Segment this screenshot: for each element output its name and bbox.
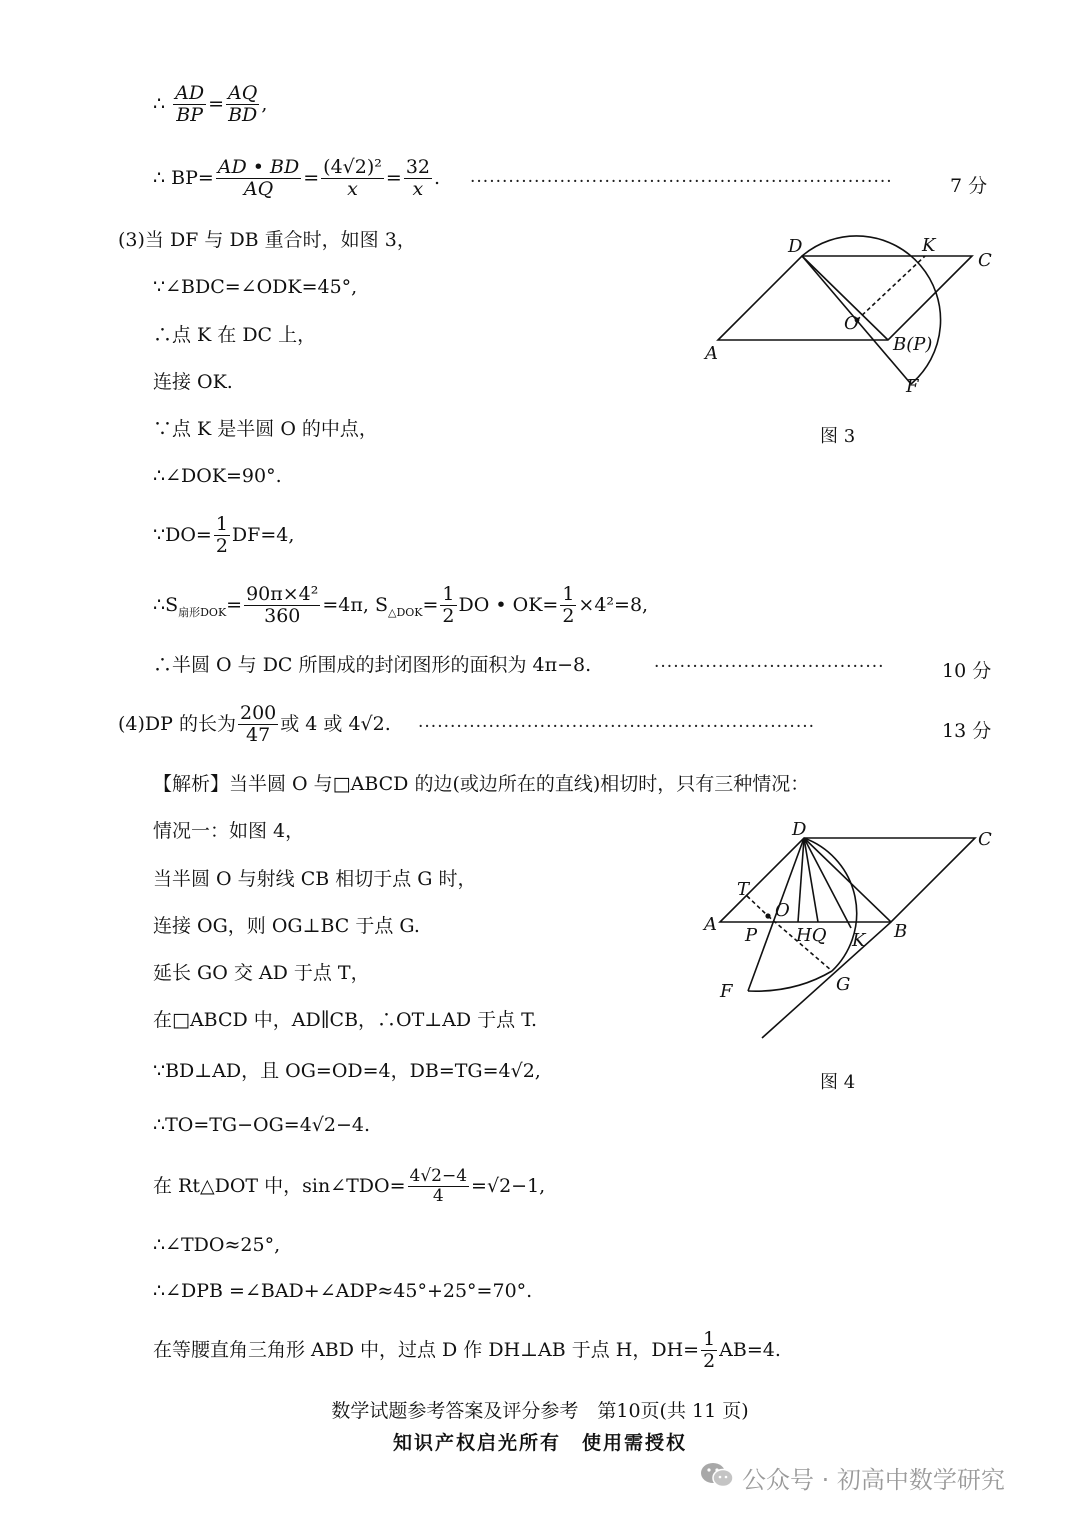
text-line: ∴∠DPB =∠BAD+∠ADP≈45°+25°=70°.: [153, 1280, 533, 1302]
dot-leader: ··································································: [470, 172, 893, 192]
figure-4-label-D: D: [792, 819, 807, 840]
formula-line-1: ∴ $\frac{AD}{BP}$ = $\frac{AQ}{BD}$ ,: [153, 82, 268, 126]
text-line: ∵BD⊥AD，且 OG=OD=4，DB=TG=4√2,: [153, 1060, 541, 1082]
figure-4-label-G: G: [836, 974, 851, 995]
text-line: ∴TO=TG−OG=4√2−4.: [153, 1114, 371, 1136]
analysis-title: 【解析】当半圆 O 与□ABCD 的边(或边所在的直线)相切时，只有三种情况：: [153, 773, 810, 795]
wechat-icon: [700, 1461, 734, 1489]
figure-3-label-A: A: [705, 343, 718, 364]
figure-4-label-F: F: [720, 981, 733, 1002]
figure-4-caption: 图 4: [820, 1072, 856, 1093]
formula-line: ∵DO= $\frac{1}{2}$ DF=4,: [153, 513, 295, 557]
dot-leader: ······························································: [418, 717, 816, 737]
figure-4-label-O: O: [775, 900, 790, 921]
text-line: ∴∠TDO≈25°,: [153, 1234, 281, 1256]
figure-3-label-B: B(P): [893, 334, 933, 355]
page-footer-title: 数学试题参考答案及评分参考 第10页(共 11 页): [331, 1400, 749, 1422]
figure-3-caption: 图 3: [820, 426, 856, 447]
figure-3-label-F: F: [906, 376, 919, 397]
figure-3-diagram: [700, 232, 1020, 402]
figure-3-label-D: D: [788, 236, 803, 257]
figure-4-label-C: C: [978, 829, 992, 850]
watermark-text: 公众号 · 初高中数学研究: [742, 1466, 1005, 1494]
figure-4-label-B: B: [894, 921, 908, 942]
score-label: 13 分: [942, 720, 992, 742]
text-line: ∴∠DOK=90°.: [153, 465, 282, 487]
formula-line: $\therefore S_{扇形DOK}=$ $\frac{\text{90π×4²}}{360}$ =4π, $S_{\triangle DOK}=$ $\frac{1}{2}$ DO • OK= $\frac{1}{2}$ ×4²=8,: [153, 583, 649, 627]
formula-line: 在 Rt△DOT 中，sin∠TDO= $\frac{4√2-4}{4}$ =√2−1,: [153, 1166, 546, 1206]
score-label: 7 分: [950, 175, 988, 197]
figure-3-label-K: K: [922, 235, 936, 256]
text-line: 情况一：如图 4，: [153, 820, 305, 842]
text-line: 在□ABCD 中，AD∥CB，∴OT⊥AD 于点 T.: [153, 1009, 538, 1031]
text-line: ∴半圆 O 与 DC 所围成的封闭图形的面积为 4π−8.: [153, 654, 592, 676]
figure-4-label-K: K: [852, 930, 866, 951]
page-footer-copyright: 知识产权启光所有 使用需授权: [392, 1432, 687, 1454]
text-line: 连接 OK.: [153, 371, 233, 393]
figure-4-label-P: P: [745, 925, 758, 946]
part3-title: (3)当 DF 与 DB 重合时，如图 3，: [118, 229, 416, 251]
fraction: $\frac{AQ}{BD}$: [228, 82, 258, 126]
formula-line-2: ∴ BP= $\frac{AD • BD}{AQ}$ = $\frac{\text{(4√2)²}}{x}$ = $\frac{32}{x}$ .: [153, 156, 441, 200]
text-line: 延长 GO 交 AD 于点 T，: [153, 962, 370, 984]
text-line: 连接 OG，则 OG⊥BC 于点 G.: [153, 915, 420, 937]
fraction: $\frac{AD}{BP}$: [175, 82, 205, 126]
figure-4-label-A: A: [704, 914, 717, 935]
text-line: 当半圆 O 与射线 CB 相切于点 G 时，: [153, 868, 477, 890]
figure-3-label-C: C: [978, 250, 992, 271]
part4-answer: (4)DP 的长为 $\frac{200}{47}$ 或 4 或 4√2.: [118, 702, 391, 746]
figure-3-label-O: O: [844, 313, 859, 334]
dot-leader: ····································: [654, 657, 885, 677]
score-label: 10 分: [942, 660, 992, 682]
figure-4-label-T: T: [737, 879, 750, 900]
text-line: ∴点 K 在 DC 上，: [153, 324, 317, 346]
formula-line: 在等腰直角三角形 ABD 中，过点 D 作 DH⊥AB 于点 H，DH= $\frac{1}{2}$ AB=4.: [153, 1328, 781, 1372]
figure-4-diagram: [700, 815, 1020, 1045]
figure-4-label-HQ: HQ: [796, 925, 827, 946]
text-line: ∵点 K 是半圆 O 的中点，: [153, 418, 378, 440]
text-line: ∵∠BDC=∠ODK=45°,: [153, 276, 358, 298]
